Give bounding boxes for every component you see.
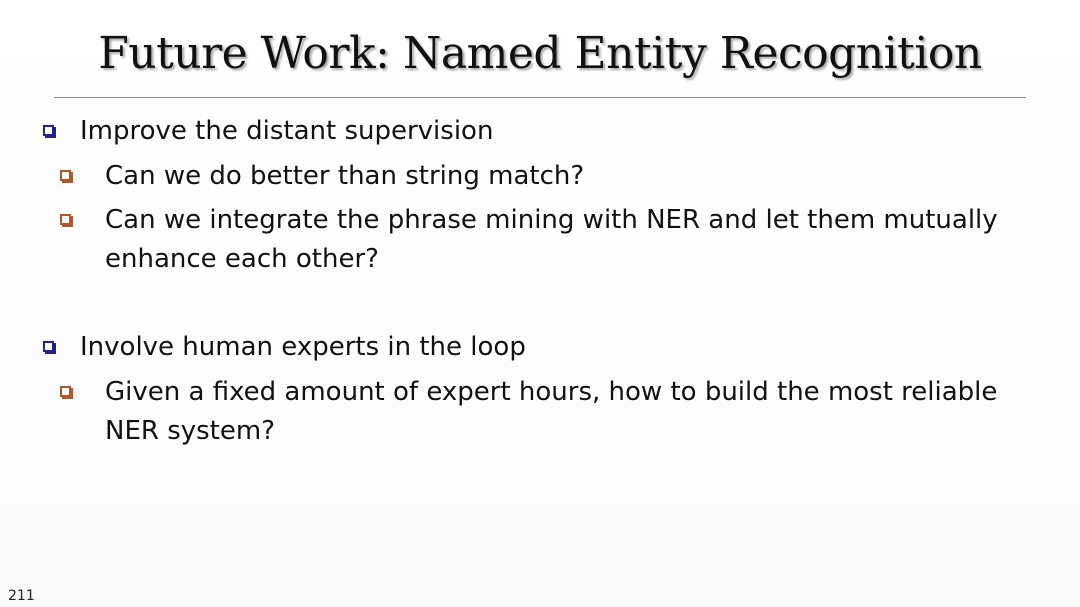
bullet-text: Improve the distant supervision — [80, 116, 494, 146]
slide-title: Future Work: Named Entity Recognition — [98, 28, 982, 79]
page-number: 211 — [8, 588, 35, 604]
sub-bullet-item — [105, 157, 584, 196]
sub-bullet-item — [105, 201, 998, 279]
bullet-text: Involve human experts in the loop — [80, 332, 526, 362]
square-bullet-icon — [43, 341, 54, 352]
square-bullet-icon — [43, 125, 54, 136]
title-divider — [54, 97, 1026, 98]
bullet-item — [80, 328, 526, 367]
sub-bullet-text: Can we do better than string match? — [105, 161, 585, 191]
sub-bullet-text-line-2: NER system? — [105, 416, 276, 446]
sub-bullet-text-line-1: Given a fixed amount of expert hours, how to build the most reliable — [105, 377, 998, 407]
square-bullet-icon — [60, 170, 71, 181]
sub-bullet-item — [105, 373, 997, 451]
sub-bullet-text-line-2: enhance each other? — [105, 244, 379, 274]
sub-bullet-text-line-1: Can we integrate the phrase mining with NER and let them mutually — [105, 205, 998, 235]
square-bullet-icon — [60, 386, 71, 397]
square-bullet-icon — [60, 214, 71, 225]
bullet-item — [80, 112, 493, 151]
